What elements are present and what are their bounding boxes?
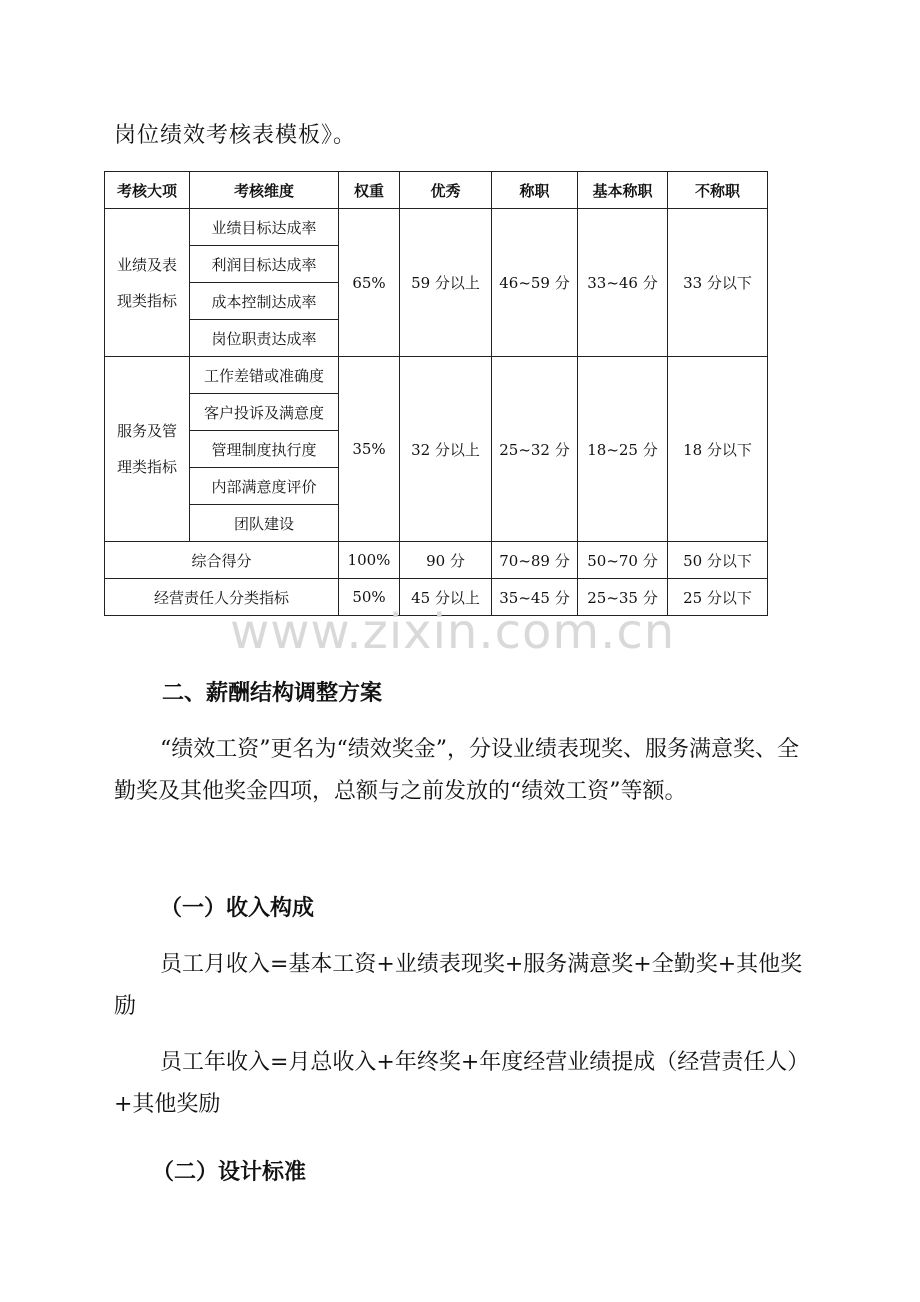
- monthly-income-formula: 员工月收入=基本工资+业绩表现奖+服务满意奖+全勤奖+其他奖励: [114, 952, 803, 1019]
- basic-cell: 25~35 分: [578, 579, 668, 616]
- dimension-cell: 管理制度执行度: [190, 431, 339, 468]
- dimension-cell: 岗位职责达成率: [190, 320, 339, 357]
- dimension-cell: 团队建设: [190, 505, 339, 542]
- incompetent-cell: 25 分以下: [668, 579, 768, 616]
- dimension-cell: 工作差错或准确度: [190, 357, 339, 394]
- dimension-cell: 利润目标达成率: [190, 246, 339, 283]
- subsection-heading-standard: （二）设计标准: [152, 1159, 307, 1185]
- total-label: 综合得分: [105, 542, 339, 579]
- basic-cell: 18~25 分: [578, 357, 668, 542]
- competent-cell: 46~59 分: [492, 209, 578, 357]
- excellent-cell: 32 分以上: [400, 357, 492, 542]
- weight-cell: 65%: [339, 209, 400, 357]
- dimension-cell: 成本控制达成率: [190, 283, 339, 320]
- category-service: 服务及管理类指标: [105, 357, 190, 542]
- table-row: [105, 209, 768, 246]
- dimension-cell: 业绩目标达成率: [190, 209, 339, 246]
- header-competent: 称职: [492, 172, 578, 209]
- incompetent-cell: 50 分以下: [668, 542, 768, 579]
- subsection-heading-income: （一）收入构成: [160, 895, 315, 921]
- header-dimension: 考核维度: [190, 172, 339, 209]
- basic-cell: 50~70 分: [578, 542, 668, 579]
- category-performance: 业绩及表现类指标: [105, 209, 190, 357]
- dimension-cell: 内部满意度评价: [190, 468, 339, 505]
- excellent-cell: 90 分: [400, 542, 492, 579]
- table-row: [105, 357, 768, 394]
- header-category: 考核大项: [105, 172, 190, 209]
- weight-cell: 35%: [339, 357, 400, 542]
- table-header-row: [105, 172, 768, 209]
- section-heading: 二、薪酬结构调整方案: [162, 680, 383, 706]
- incompetent-cell: 33 分以下: [668, 209, 768, 357]
- header-basic: 基本称职: [578, 172, 668, 209]
- basic-cell: 33~46 分: [578, 209, 668, 357]
- incompetent-cell: 18 分以下: [668, 357, 768, 542]
- excellent-cell: 45 分以上: [400, 579, 492, 616]
- total-row: [105, 542, 768, 579]
- section-paragraph: “绩效工资”更名为“绩效奖金”，分设业绩表现奖、服务满意奖、全勤奖及其他奖金四项，总额与之前发放的“绩效工资”等额。: [114, 737, 799, 804]
- dimension-cell: 客户投诉及满意度: [190, 394, 339, 431]
- header-excellent: 优秀: [400, 172, 492, 209]
- intro-text: 岗位绩效考核表模板》。: [114, 123, 357, 148]
- weight-cell: 50%: [339, 579, 400, 616]
- header-weight: 权重: [339, 172, 400, 209]
- excellent-cell: 59 分以上: [400, 209, 492, 357]
- assessment-table: [104, 171, 768, 616]
- competent-cell: 25~32 分: [492, 357, 578, 542]
- competent-cell: 35~45 分: [492, 579, 578, 616]
- manager-label: 经营责任人分类指标: [105, 579, 339, 616]
- weight-cell: 100%: [339, 542, 400, 579]
- watermark: www.zixin.com.cn: [230, 604, 676, 660]
- annual-income-formula: 员工年收入=月总收入+年终奖+年度经营业绩提成（经营责任人）+其他奖励: [114, 1050, 810, 1117]
- header-incompetent: 不称职: [668, 172, 768, 209]
- competent-cell: 70~89 分: [492, 542, 578, 579]
